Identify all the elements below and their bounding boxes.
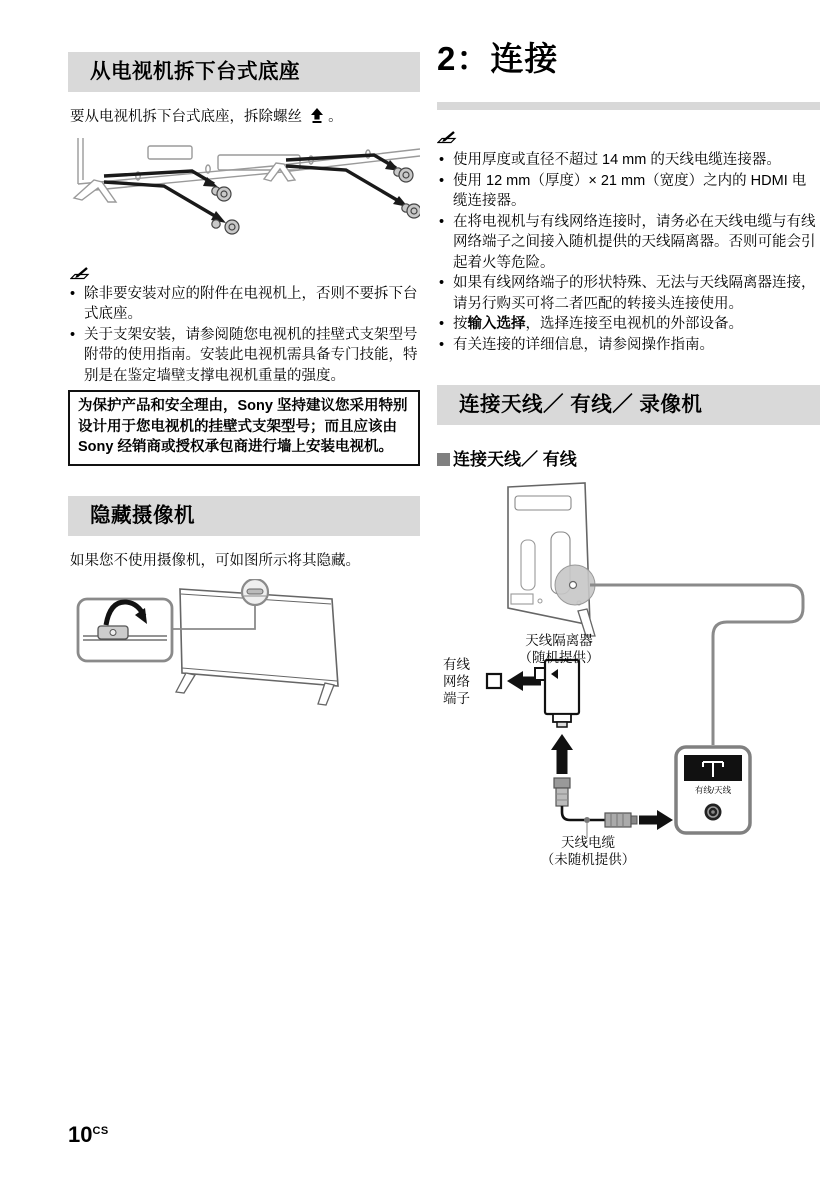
connection-notes (437, 150, 820, 355)
barrel-connector (605, 813, 637, 827)
square-bullet-icon (437, 453, 450, 466)
page-number-value: 10 (68, 1122, 93, 1147)
note-item: • 有关连接的详细信息，请参阅操作指南。 (437, 335, 820, 356)
network-terminal-port (487, 674, 501, 688)
subheader-connect-antenna: 连接天线／ 有线 (437, 445, 820, 470)
camera-callout-circle (242, 579, 268, 605)
note-item: • 除非要安装对应的附件在电视机上，否则不要拆下台式底座。 (68, 284, 420, 325)
right-arrow (639, 810, 673, 830)
left-column (68, 52, 420, 721)
tv-back-drawing (508, 483, 595, 636)
note-item: • 如果有线网络端子的形状特殊、无法与天线隔离器连接，请另行购买可将二者匹配的转接头连接使用。 (437, 273, 820, 314)
remove-stand-intro (70, 107, 420, 128)
right-column (437, 38, 820, 868)
antenna-isolator-drawing (535, 660, 579, 727)
isolator-label: 天线隔离器 （随机提供） (518, 633, 600, 666)
input-select-bold: 输入选择 (467, 316, 526, 333)
cable-line (562, 806, 605, 820)
remove-stand-intro-text: 要从电视机拆下台式底座，拆除螺丝 (70, 109, 302, 125)
remove-stand-notes (68, 284, 420, 387)
page-number (68, 1122, 109, 1148)
screw-arrows (104, 155, 402, 219)
terminal-highlight-circle (555, 565, 595, 605)
note-item: • 使用厚度或直径不超过 14 mm 的天线电缆连接器。 (437, 150, 820, 171)
figure-antenna-connection (437, 482, 820, 868)
note-pencil-icon (437, 130, 820, 144)
figure-stand-removal (68, 136, 420, 258)
tv-front-drawing (176, 589, 338, 705)
section-header-connect-antenna: 连接天线／ 有线／ 录像机 (437, 385, 820, 425)
remove-stand-intro-period: 。 (328, 109, 343, 125)
camera-inset-box (78, 599, 172, 661)
chapter-title: 2：连接 (437, 40, 559, 77)
wallplate-label: 有线/天线 (694, 785, 732, 796)
note-item: • 在将电视机与有线网络连接时，请务必在天线电缆与有线网络端子之间接入随机提供的天线隔离器。否则可能会引起着火等危险。 (437, 212, 820, 274)
note-item: • 使用 12 mm（厚度）× 21 mm（宽度）之内的 HDMI 电缆连接器。 (437, 171, 820, 212)
chapter-divider (437, 102, 820, 110)
note-item-input-select: • 按输入选择，选择连接至电视机的外部设备。 (437, 314, 820, 335)
hide-camera-intro: 如果您不使用摄像机，可如图所示将其隐藏。 (70, 552, 360, 569)
coax-connector-icon (705, 804, 722, 821)
tv-underside-drawing (74, 138, 420, 202)
section-header-remove-stand: 从电视机拆下台式底座 (68, 52, 420, 92)
up-arrow (551, 734, 573, 774)
note-pencil-icon (70, 266, 420, 280)
wall-mount-warning-box: 为保护产品和安全理由，Sony 坚持建议您采用特别设计用于您电视机的挂壁式支架型号；而且应该由 Sony 经销商或授权承包商进行墙上安装电视机。 (68, 390, 420, 466)
unscrew-arrow-icon (310, 108, 324, 123)
network-terminal-label: 有线 网络 端子 (443, 657, 470, 707)
cable-dot (584, 817, 590, 823)
note-item: • 关于支架安装，请参阅随您电视机的挂壁式支架型号附带的使用指南。安装此电视机需具备专门技能，特别是在鉴定墙壁支撑电视机重量的强度。 (68, 325, 420, 387)
antenna-cable-connector (554, 778, 570, 806)
section-header-hide-camera: 隐藏摄像机 (68, 496, 420, 536)
screw-icon (212, 167, 420, 233)
antenna-cable-label: 天线电缆 （未随机提供） (540, 835, 636, 868)
figure-hide-camera (68, 579, 420, 721)
page-lang-code: CS (92, 1125, 109, 1137)
